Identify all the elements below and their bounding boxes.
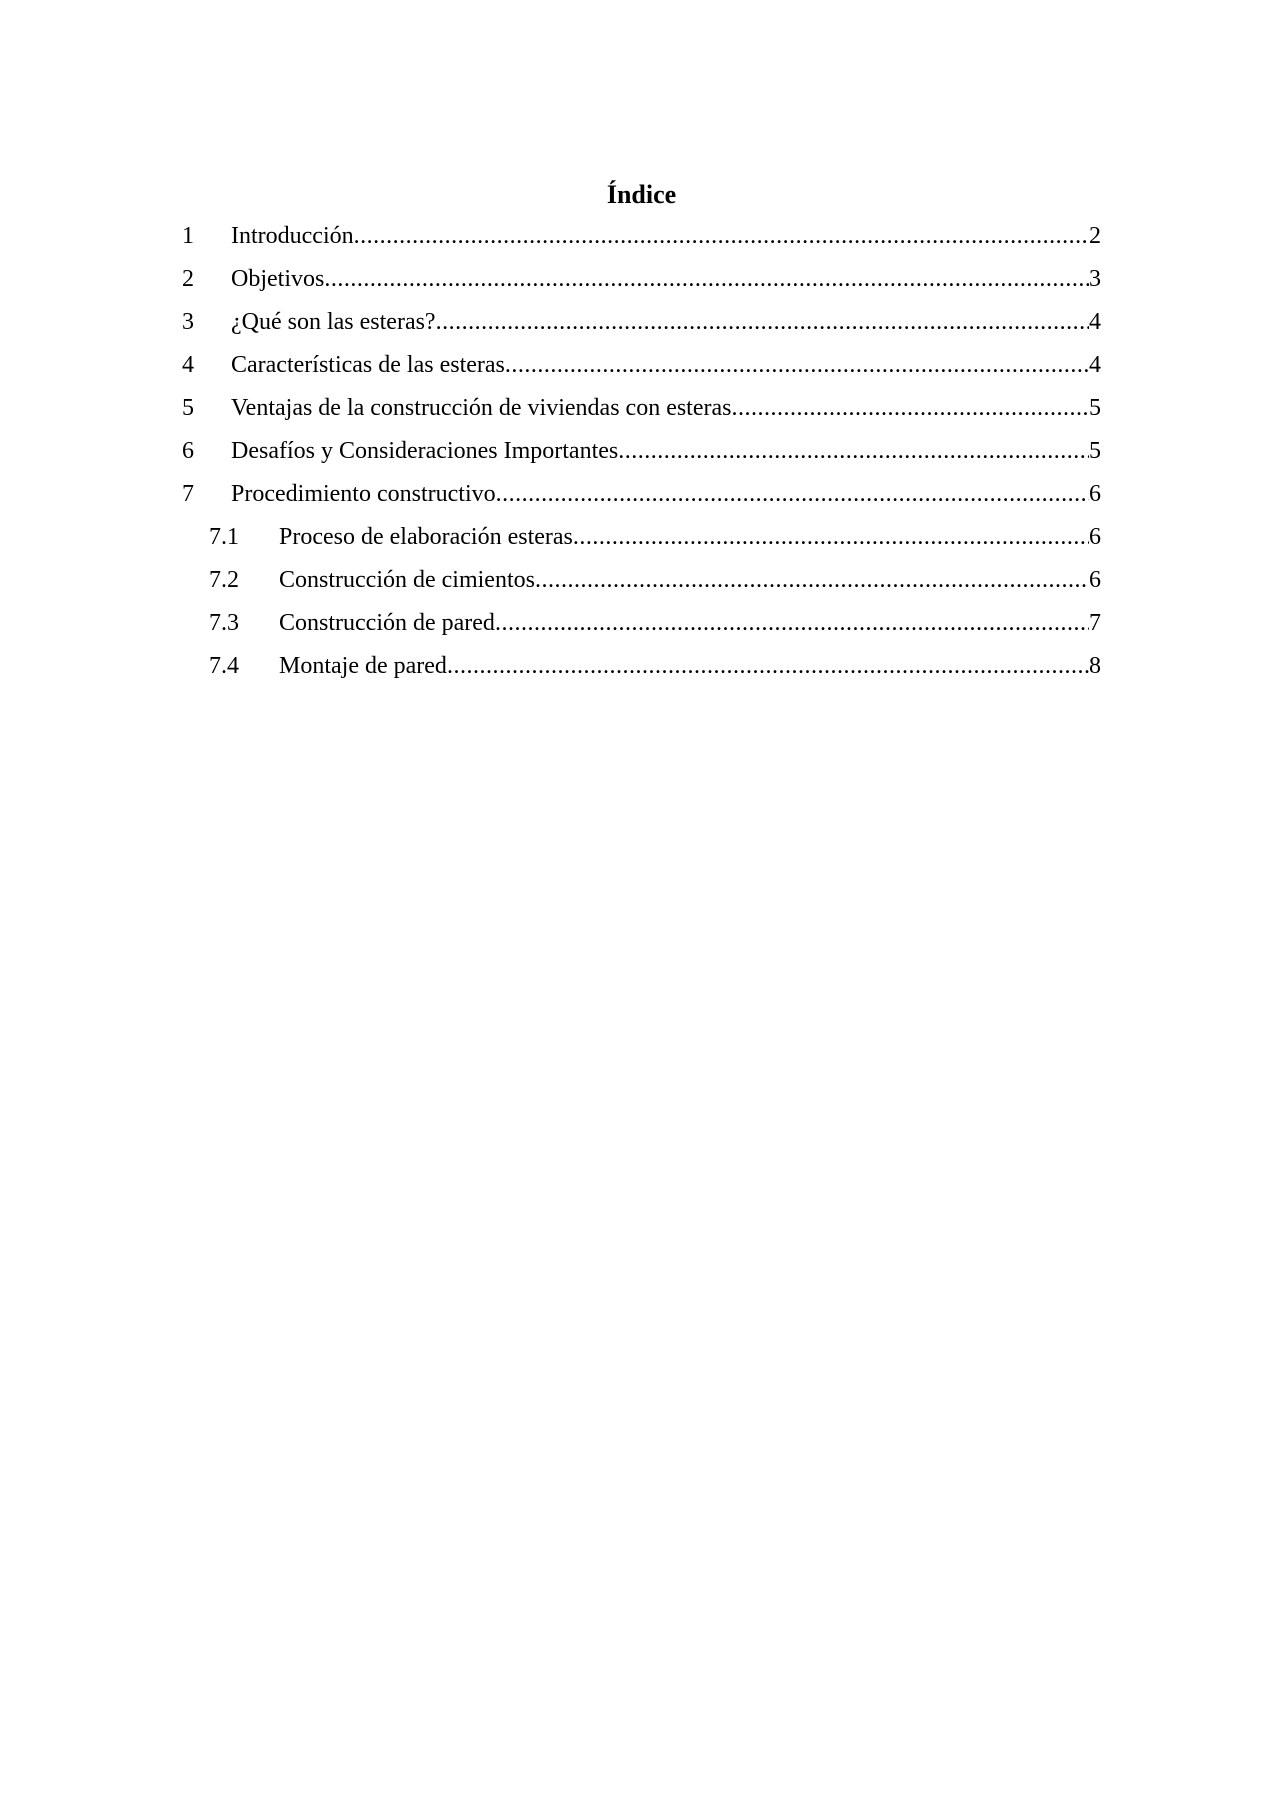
toc-leader-dots bbox=[354, 215, 1089, 258]
table-of-contents bbox=[182, 175, 1101, 688]
toc-entry-label: Montaje de pared bbox=[279, 653, 447, 679]
toc-entry-montaje-pared[interactable] bbox=[182, 645, 1101, 688]
toc-entry-proceso-elaboracion[interactable] bbox=[182, 516, 1101, 559]
toc-entry-label: Ventajas de la construcción de viviendas con esteras bbox=[231, 395, 732, 421]
toc-entry-number: 7.1 bbox=[209, 524, 239, 550]
toc-entry-label: Introducción bbox=[231, 223, 354, 249]
toc-entry-page: 2 bbox=[1089, 223, 1101, 249]
toc-leader-dots bbox=[573, 516, 1089, 559]
toc-title: Índice bbox=[606, 180, 677, 209]
toc-leader-dots bbox=[731, 387, 1089, 430]
toc-entry-page: 6 bbox=[1089, 481, 1101, 507]
toc-leader-dots bbox=[505, 344, 1089, 387]
toc-entry-number: 7.3 bbox=[209, 610, 239, 636]
toc-entry-page: 5 bbox=[1089, 395, 1101, 421]
toc-entry-page: 7 bbox=[1089, 610, 1101, 636]
toc-entry-page: 6 bbox=[1089, 567, 1101, 593]
toc-entry-label: Objetivos bbox=[231, 266, 325, 292]
toc-entry-desafios[interactable] bbox=[182, 430, 1101, 473]
toc-entry-number: 5 bbox=[182, 395, 194, 421]
toc-entry-page: 4 bbox=[1089, 309, 1101, 335]
toc-list bbox=[182, 215, 1101, 688]
toc-entry-caracteristicas[interactable] bbox=[182, 344, 1101, 387]
toc-entry-que-son-esteras[interactable] bbox=[182, 301, 1101, 344]
toc-entry-number: 1 bbox=[182, 223, 194, 249]
toc-entry-page: 3 bbox=[1089, 266, 1101, 292]
toc-entry-page: 4 bbox=[1089, 352, 1101, 378]
toc-leader-dots bbox=[447, 645, 1089, 688]
toc-entry-construccion-pared[interactable] bbox=[182, 602, 1101, 645]
toc-entry-number: 7.4 bbox=[209, 653, 239, 679]
toc-entry-ventajas[interactable] bbox=[182, 387, 1101, 430]
toc-entry-procedimiento[interactable] bbox=[182, 473, 1101, 516]
toc-entry-label: Procedimiento constructivo bbox=[231, 481, 496, 507]
toc-entry-cimientos[interactable] bbox=[182, 559, 1101, 602]
toc-entry-label: Características de las esteras bbox=[231, 352, 505, 378]
toc-leader-dots bbox=[436, 301, 1089, 344]
toc-entry-label: ¿Qué son las esteras? bbox=[231, 309, 436, 335]
toc-entry-number: 2 bbox=[182, 266, 194, 292]
toc-entry-number: 6 bbox=[182, 438, 194, 464]
toc-leader-dots bbox=[324, 258, 1089, 301]
toc-entry-objetivos[interactable] bbox=[182, 258, 1101, 301]
toc-entry-introduccion[interactable] bbox=[182, 215, 1101, 258]
toc-leader-dots bbox=[496, 473, 1089, 516]
toc-entry-label: Desafíos y Consideraciones Importantes bbox=[231, 438, 619, 464]
toc-entry-number: 4 bbox=[182, 352, 194, 378]
toc-entry-page: 8 bbox=[1089, 653, 1101, 679]
toc-leader-dots bbox=[495, 602, 1089, 645]
toc-entry-label: Proceso de elaboración esteras bbox=[279, 524, 573, 550]
toc-entry-number: 7.2 bbox=[209, 567, 239, 593]
toc-leader-dots bbox=[535, 559, 1089, 602]
toc-entry-number: 3 bbox=[182, 309, 194, 335]
toc-entry-label: Construcción de pared bbox=[279, 610, 495, 636]
toc-entry-page: 6 bbox=[1089, 524, 1101, 550]
toc-entry-number: 7 bbox=[182, 481, 194, 507]
toc-entry-label: Construcción de cimientos bbox=[279, 567, 535, 593]
toc-leader-dots bbox=[618, 430, 1089, 473]
toc-entry-page: 5 bbox=[1089, 438, 1101, 464]
